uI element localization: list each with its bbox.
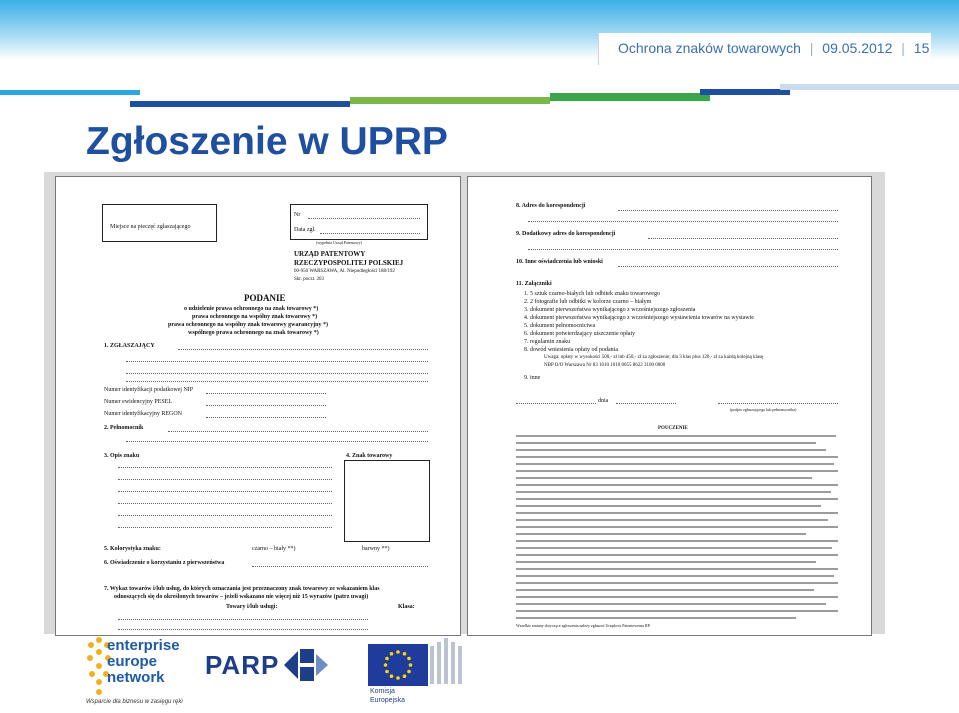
- description-line: [118, 527, 332, 528]
- european-commission-logo: [370, 687, 405, 705]
- signature-line: [718, 403, 838, 404]
- date-label: dnia: [598, 398, 609, 404]
- office-line-1: URZĄD PATENTOWY: [294, 250, 366, 258]
- fine-print: [516, 442, 816, 444]
- stripe-light: [780, 84, 959, 90]
- description-line: [118, 503, 332, 504]
- office-pobox: Skr. poczt. 203: [294, 277, 324, 282]
- header-separator: |: [809, 40, 814, 56]
- attachment-item: 2. 2 fotografie lub odbitki w kolorze czarno – białym: [524, 299, 652, 305]
- applicant-line: [178, 349, 428, 350]
- stripe-green: [350, 97, 550, 104]
- page-number: 15: [913, 40, 930, 56]
- signature-label: (podpis zgłaszającego lub pełnomocnika): [730, 407, 797, 412]
- date-line: [320, 233, 420, 234]
- request-line-2: prawa ochronnego na wspólny znak towarowy *): [192, 314, 318, 320]
- bank-account: NBP O/O Warszawa Nr 83 1010 1010 0055 8622 3100 0000: [544, 363, 666, 368]
- regon-label: Numer identyfikacyjny REGON: [104, 411, 182, 417]
- fine-print: [516, 575, 834, 577]
- header-separator: |: [901, 40, 905, 56]
- request-line-3: prawa ochronnego na wspólny znak towarowy gwarancyjny *): [168, 322, 328, 328]
- fine-print: [516, 589, 814, 591]
- fine-print: [516, 533, 806, 535]
- goods-line: [118, 629, 368, 630]
- fine-print: [516, 519, 828, 521]
- fine-print: [516, 449, 826, 451]
- attorney-line: [168, 431, 428, 432]
- fine-print: [516, 568, 838, 570]
- fine-print: [516, 463, 834, 465]
- applicant-line: [126, 381, 428, 382]
- logo-word: Komisja: [370, 688, 395, 695]
- section-applicant: 1. ZGŁASZAJĄCY: [104, 343, 155, 349]
- request-line-4: wspólnego prawa ochronnego na znak towarowy *): [188, 330, 319, 336]
- nip-label: Numer identyfikacji podatkowej NIP: [104, 387, 194, 393]
- date-line: [616, 403, 676, 404]
- form-page-right: [467, 176, 872, 636]
- slide-title: Zgłoszenie w UPRP: [86, 120, 448, 163]
- stripe-navy-right: [700, 89, 790, 95]
- office-address: 00-950 WARSZAWA, Al. Niepodległości 188/192: [294, 269, 395, 274]
- address-line: [528, 221, 838, 222]
- fine-print: [516, 435, 836, 437]
- slide-header: [618, 40, 929, 56]
- eu-flag-icon: [368, 644, 428, 686]
- fine-print: [516, 491, 831, 493]
- fine-print: [516, 477, 812, 479]
- section-other: 10. Inne oświadczenia lub wnioski: [516, 259, 603, 265]
- description-line: [118, 479, 332, 480]
- number-label: Nr: [294, 212, 301, 218]
- address-line: [618, 210, 838, 211]
- logo-word: europe: [107, 653, 158, 670]
- description-line: [118, 515, 332, 516]
- office-box: [290, 204, 428, 240]
- attachment-item: 7. regulamin znaku: [524, 339, 571, 345]
- request-line-1: o udzielenie prawa ochronnego na znak towarowy *): [184, 306, 319, 312]
- office-line-2: RZECZYPOSPOLITEJ POLSKIEJ: [294, 259, 404, 267]
- enterprise-europe-network-logo: [107, 638, 180, 686]
- goods-line: [118, 619, 368, 620]
- class-label: Klasa:: [398, 604, 415, 610]
- pesel-line: [206, 405, 326, 406]
- section-priority: 6. Oświadczenie o korzystaniu z pierwszeństwa: [104, 560, 225, 566]
- section-goods-2: odnoszących się do określonych towarów – jeżeli wskazano nie więcej niż 15 wyrazów (patrz uwagi): [114, 594, 369, 600]
- logo-word: network: [107, 669, 165, 686]
- fine-print: [516, 540, 838, 542]
- applicant-line: [126, 361, 428, 362]
- fine-print: [516, 561, 816, 563]
- office-note: (wypełnia Urząd Patentowy): [316, 240, 362, 245]
- fine-print: [516, 470, 838, 472]
- logo-word: Europejska: [370, 697, 406, 704]
- parp-logo: PARP: [205, 650, 280, 680]
- applicant-line: [126, 373, 428, 374]
- fine-print: [516, 596, 838, 598]
- stripe-navy: [130, 101, 350, 107]
- fine-print: [516, 498, 838, 500]
- bottom-note: Wszelkie zmiany dotyczące zgłoszenia należy zgłaszać Urzędowi Patentowemu RP.: [516, 623, 651, 628]
- parp-logo-icon: [284, 646, 328, 684]
- place-label: Miejsce na pieczęć zgłaszającego: [110, 224, 191, 230]
- section-attorney: 2. Pełnomocnik: [104, 425, 144, 431]
- fine-print: [516, 617, 796, 619]
- logo-word: enterprise: [107, 637, 180, 654]
- address-2-line: [528, 249, 838, 250]
- header-title: Ochrona znaków towarowych: [618, 40, 801, 56]
- attachment-item: 9. inne: [524, 375, 541, 381]
- commission-building-icon: [428, 636, 464, 686]
- attachment-item: 5. dokument pełnomocnictwa: [524, 323, 596, 329]
- attachment-item: 1. 5 sztuk czarno-białych lub odbitek znaku towarowego: [524, 291, 660, 297]
- header-date: 09.05.2012: [822, 40, 893, 56]
- stripe-dark-green: [550, 93, 710, 101]
- section-description: 3. Opis znaku: [104, 453, 140, 459]
- attachment-item: 6. dokument potwierdzający uiszczenie opłaty: [524, 331, 636, 337]
- section-color: 5. Kolorystyka znaku:: [104, 546, 161, 552]
- nip-line: [206, 393, 326, 394]
- fine-print: [516, 505, 821, 507]
- fine-print: [516, 512, 838, 514]
- number-line: [308, 218, 420, 219]
- other-line: [618, 266, 838, 267]
- address-2-line: [648, 238, 838, 239]
- pesel-label: Numer ewidencyjny PESEL: [104, 399, 172, 405]
- attorney-line: [126, 441, 428, 442]
- fine-print: [516, 603, 826, 605]
- form-heading: PODANIE: [244, 293, 286, 303]
- date-label: Data zgł.: [294, 227, 316, 233]
- notes-heading: POUCZENIE: [658, 426, 688, 431]
- fine-print: [516, 610, 838, 612]
- attachment-item: 8. dowód wniesienia opłaty od podania: [524, 347, 618, 353]
- color-color-option: barwny **): [362, 546, 390, 552]
- stripe-blue: [0, 90, 140, 95]
- enterprise-tagline: Wsparcie dla biznesu w zasięgu ręki: [86, 699, 183, 705]
- priority-line: [252, 566, 428, 567]
- section-trademark: 4. Znak towarowy: [346, 453, 393, 459]
- attachment-item: 3. dokument pierwszeństwa wynikającego z wcześniejszego zgłoszenia: [524, 307, 696, 313]
- fee-note: Uwaga: opłaty w wysokości 500,- zł lub 450,- zł za zgłoszenie; dla 3 klas plus 120,- zł za każdą kolejną klasę: [544, 355, 764, 360]
- section-goods-1: 7. Wykaz towarów i/lub usług, do których oznaczania jest przeznaczony znak towarowy ze wskazaniem klas: [104, 586, 380, 592]
- form-page-left: [55, 176, 461, 636]
- attachment-item: 4. dokument pierwszeństwa wynikającego z wcześniejszego wystawienia towarów na wystawie: [524, 315, 754, 321]
- description-line: [118, 467, 332, 468]
- fine-print: [516, 547, 832, 549]
- trademark-box: [344, 460, 430, 542]
- goods-label: Towary i/lub usługi:: [226, 604, 278, 610]
- fine-print: [516, 582, 838, 584]
- color-bw-option: czarno – biały **): [252, 546, 296, 552]
- regon-line: [206, 417, 326, 418]
- description-line: [118, 491, 332, 492]
- place-line: [516, 403, 596, 404]
- fine-print: [516, 554, 838, 556]
- fine-print: [516, 484, 838, 486]
- fine-print: [516, 526, 838, 528]
- fine-print: [516, 456, 838, 458]
- section-address-2: 9. Dodatkowy adres do korespondencji: [516, 231, 616, 237]
- section-address: 8. Adres do korespondencji: [516, 203, 586, 209]
- stamp-box: [102, 204, 217, 242]
- section-attachments: 11. Załączniki: [516, 281, 552, 287]
